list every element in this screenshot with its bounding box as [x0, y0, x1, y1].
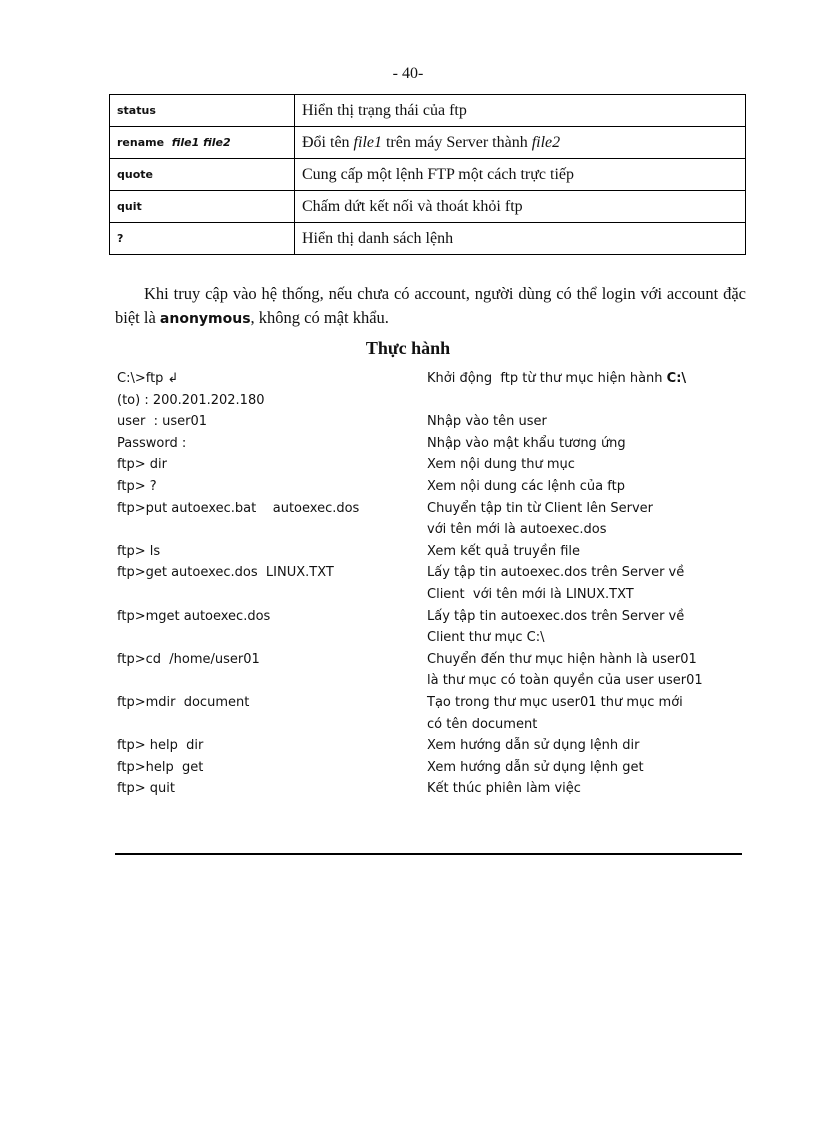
table-row	[110, 223, 746, 255]
command-cell	[110, 127, 295, 159]
practice-description	[427, 454, 757, 476]
practice-description	[427, 476, 757, 498]
description-line: Xem nội dung các lệnh của ftp	[427, 478, 625, 494]
practice-row	[117, 390, 757, 412]
practice-command: ftp> dir	[117, 457, 167, 473]
description-line: Tạo trong thư mục user01 thư mục mới	[427, 694, 683, 710]
practice-command: ftp> ?	[117, 478, 157, 494]
command-name: rename	[117, 136, 165, 149]
table-row	[110, 127, 746, 159]
table-row	[110, 95, 746, 127]
footer-rule	[115, 853, 742, 855]
description-line: Nhập vào mật khẩu tương ứng	[427, 435, 626, 451]
practice-row	[117, 411, 757, 433]
command-cell: ?	[110, 223, 295, 255]
command-cell: quit	[110, 191, 295, 223]
description-line	[427, 390, 757, 412]
practice-description	[427, 692, 757, 735]
practice-command: ftp> help dir	[117, 738, 204, 754]
practice-command: ftp>put autoexec.bat autoexec.dos	[117, 500, 360, 516]
practice-row	[117, 649, 757, 692]
description-cell: Chấm dứt kết nối và thoát khỏi ftp	[295, 191, 746, 223]
practice-row	[117, 454, 757, 476]
description-text: Khởi động ftp từ thư mục hiện hành	[427, 371, 667, 386]
desc-part: trên máy Server thành	[381, 133, 532, 151]
practice-description	[427, 649, 757, 692]
paragraph-text: , không có mật khẩu.	[250, 308, 389, 327]
practice-command: (to) : 200.201.202.180	[117, 392, 265, 408]
practice-command: Password :	[117, 435, 187, 451]
anonymous-keyword: anonymous	[159, 311, 251, 327]
practice-command: ftp>help get	[117, 759, 204, 775]
description-line: Xem hướng dẫn sử dụng lệnh get	[427, 759, 644, 775]
practice-row	[117, 735, 757, 757]
description-cell	[295, 127, 746, 159]
practice-description	[427, 390, 757, 412]
practice-description	[427, 411, 757, 433]
practice-command: ftp> ls	[117, 543, 161, 559]
command-cell: quote	[110, 159, 295, 191]
practice-description	[427, 541, 757, 563]
description-line: Kết thúc phiên làm việc	[427, 781, 581, 797]
description-cell: Hiển thị danh sách lệnh	[295, 223, 746, 255]
practice-row	[117, 692, 757, 735]
practice-command: ftp> quit	[117, 781, 175, 797]
practice-command: ftp>cd /home/user01	[117, 651, 260, 667]
practice-command: ftp>get autoexec.dos LINUX.TXT	[117, 565, 334, 581]
desc-part: Đổi tên	[302, 133, 354, 151]
table-row	[110, 159, 746, 191]
description-line: Lấy tập tin autoexec.dos trên Server về	[427, 608, 685, 624]
practice-description	[427, 562, 757, 605]
practice-row	[117, 498, 757, 541]
description-line: có tên document	[427, 716, 538, 732]
table-row	[110, 191, 746, 223]
practice-command: user : user01	[117, 414, 208, 430]
practice-description	[427, 498, 757, 541]
page-number: - 40-	[392, 65, 424, 82]
practice-row	[117, 476, 757, 498]
description-line: Xem kết quả truyền file	[427, 543, 581, 559]
section-heading: Thực hành	[365, 338, 451, 358]
paragraph-text: Khi truy cập vào hệ thống, nếu chưa có account, người dùng có thể login với account đặc biệt là	[115, 284, 746, 327]
description-cell: Hiển thị trạng thái của ftp	[295, 95, 746, 127]
description-cell: Cung cấp một lệnh FTP một cách trực tiếp	[295, 159, 746, 191]
practice-list	[117, 368, 757, 800]
description-line: Chuyển tập tin từ Client lên Server	[427, 500, 653, 516]
description-line: Xem nội dung thư mục	[427, 457, 575, 473]
practice-command: ftp>mget autoexec.dos	[117, 608, 271, 624]
practice-row	[117, 757, 757, 779]
practice-description	[427, 368, 757, 390]
practice-row	[117, 606, 757, 649]
description-line: Lấy tập tin autoexec.dos trên Server về	[427, 565, 685, 581]
desc-file1: file1	[353, 133, 382, 151]
drive-path: C:\	[666, 371, 687, 386]
practice-command: ftp>mdir document	[117, 694, 250, 710]
description-line: Client với tên mới là LINUX.TXT	[427, 586, 634, 602]
practice-description	[427, 735, 757, 757]
description-line: Nhập vào tên user	[427, 414, 547, 430]
description-line: Chuyển đến thư mục hiện hành là user01	[427, 651, 697, 667]
practice-description	[427, 433, 757, 455]
practice-description	[427, 778, 757, 800]
practice-description	[427, 757, 757, 779]
intro-paragraph	[115, 282, 746, 331]
practice-command: C:\>ftp ↲	[117, 371, 179, 386]
description-line: là thư mục có toàn quyền của user user01	[427, 673, 703, 689]
description-line: với tên mới là autoexec.dos	[427, 522, 607, 538]
description-line: Client thư mục C:\	[427, 630, 545, 646]
practice-row	[117, 433, 757, 455]
practice-row	[117, 368, 757, 390]
practice-row	[117, 778, 757, 800]
practice-row	[117, 562, 757, 605]
description-line	[427, 368, 757, 390]
practice-description	[427, 606, 757, 649]
ftp-command-table	[109, 94, 746, 255]
desc-file2: file2	[531, 133, 561, 151]
command-cell: status	[110, 95, 295, 127]
command-args: file1 file2	[171, 136, 231, 149]
description-line: Xem hướng dẫn sử dụng lệnh dir	[427, 738, 640, 754]
practice-row	[117, 541, 757, 563]
